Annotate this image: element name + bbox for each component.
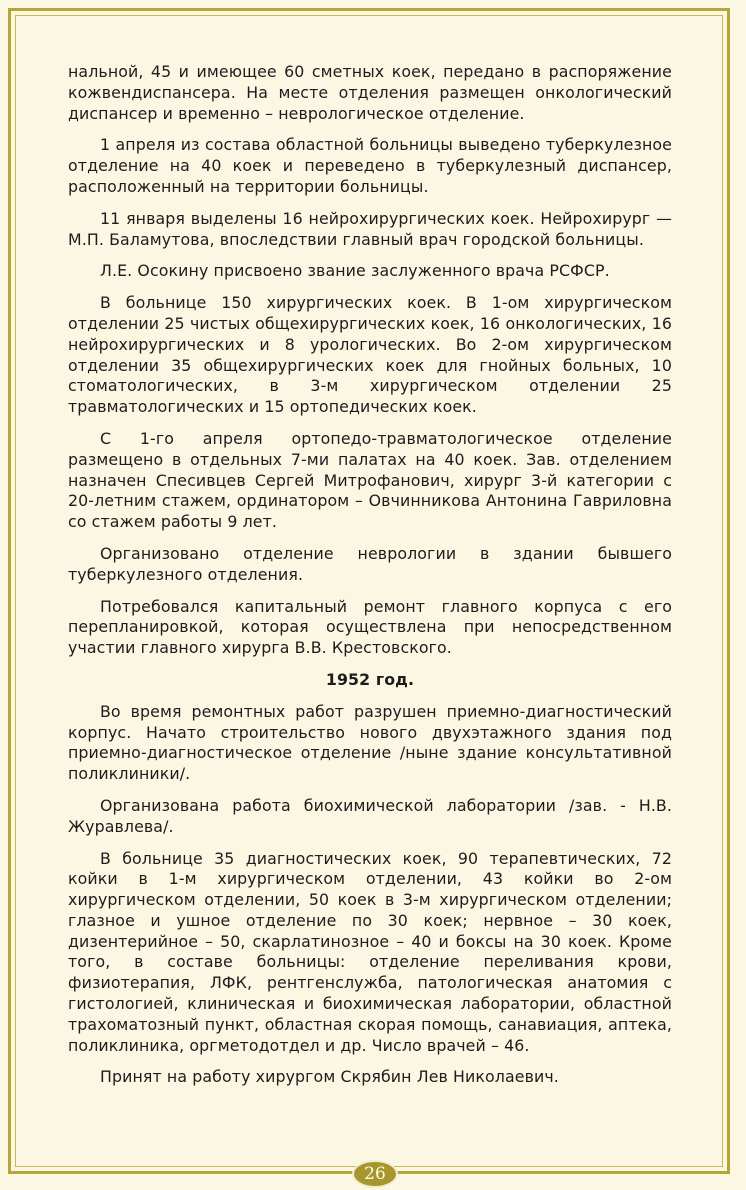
paragraph-honored-doctor: Л.Е. Осокину присвоено звание заслуженного врача РСФСР. (100, 261, 610, 281)
paragraph-continued: нальной, 45 и имеющее 60 сметных коек, передано в распоряжение кожвендиспансера. На месте отделения размещен онкологический диспансер и временно – неврологическое отделение. (68, 62, 672, 123)
paragraph-1952-laboratory: Организована работа биохимической лаборатории /зав. - Н.В. Журавлева/. (68, 795, 672, 836)
page-number-badge (352, 1160, 398, 1188)
paragraph-1952-construction: Во время ремонтных работ разрушен приемно-диагностический корпус. Начато строительство нового двухэтажного здания под приемно-диагностическое отделение /ныне здание консультативной поликлиники/. (68, 701, 672, 784)
paragraph-orthopedic-department: С 1-го апреля ортопедо-травматологическое отделение размещено в отдельных 7-ми палатах на 40 коек. Зав. отделением назначен Спесивцев Сергей Митрофанович, хирург 3-й категории с 20-летним стажем, ординатором – Овчинникова Антонина Гавриловна со стажем работы 9 лет. (68, 428, 672, 532)
paragraph-surgical-beds: В больнице 150 хирургических коек. В 1-ом хирургическом отделении 25 чистых общехирургических коек, 16 онкологических, 16 нейрохирургических и 8 урологических. Во 2-ом хирургическом отделении 35 общехирургических коек для гнойных больных, 10 стоматологических, в 3-м хирургическом отделении 25 травматологических и 15 ортопедических коек. (68, 293, 672, 417)
paragraph-1952-surgeon-hired: Принят на работу хирургом Скрябин Лев Николаевич. (100, 1067, 559, 1087)
paragraph-neurology-department: Организовано отделение неврологии в здании бывшего туберкулезного отделения. (68, 543, 672, 584)
page-number: 26 (364, 1164, 386, 1184)
year-heading: 1952 год. (325, 669, 415, 689)
paragraph-tb-department: 1 апреля из состава областной больницы выведено туберкулезное отделение на 40 коек и переведено в туберкулезный диспансер, расположенный на территории больницы. (68, 135, 672, 196)
paragraph-1952-beds: В больнице 35 диагностических коек, 90 терапевтических, 72 койки в 1-м хирургическом отделении, 43 койки во 2-ом хирургическом отделении, 50 коек в 3-м хирургическом отделении; глазное и ушное отделение по 30 коек; нервное – 30 коек, дизентерийное – 50, скарлатинозное – 40 и боксы на 30 коек. Кроме того, в составе больницы: отделение переливания крови, физиотерапия, ЛФК, рентгенслужба, патологическая анатомия с гистологией, клиническая и биохимическая лаборатории, областной трахоматозный пункт, областная скорая помощь, санавиация, аптека, поликлиника, оргметодотдел и др. Число врачей – 46. (68, 848, 672, 1055)
paragraph-neurosurgery: 11 января выделены 16 нейрохирургических коек. Нейрохирург — М.П. Баламутова, впоследствии главный врач городской больницы. (68, 208, 672, 249)
paragraph-main-building-repair: Потребовался капитальный ремонт главного корпуса с его перепланировкой, которая осуществлена при непосредственном участии главного хирурга В.В. Крестовского. (68, 596, 672, 658)
document-body (68, 62, 672, 1099)
